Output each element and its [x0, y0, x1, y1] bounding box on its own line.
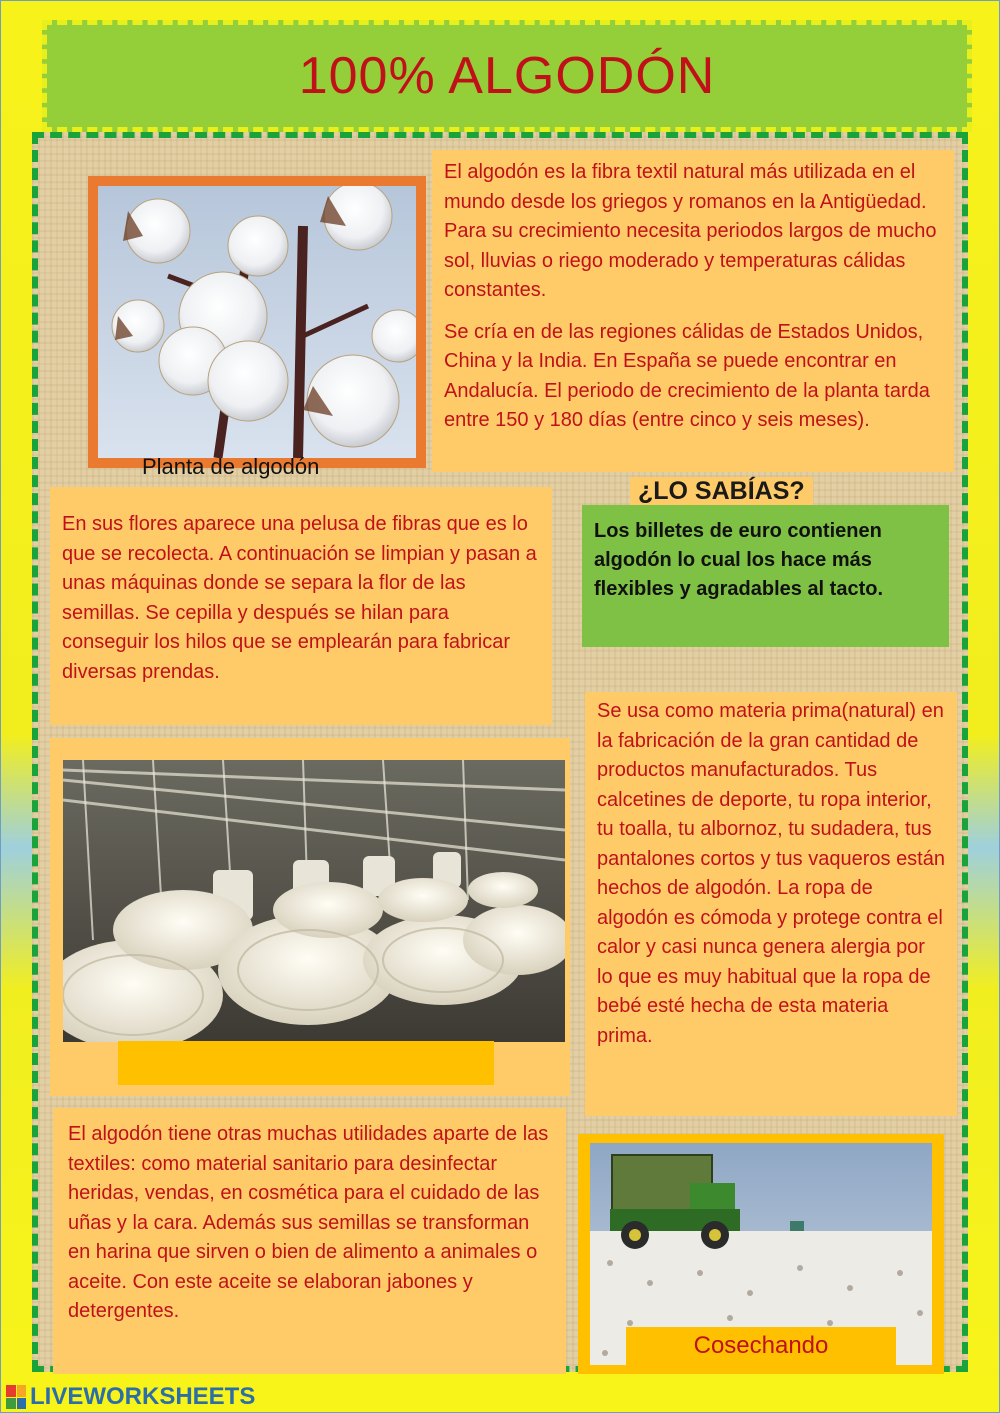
process-text: En sus flores aparece una pelusa de fibras que es lo que se recolecta. A continuación se limpian y pasan a unas máquinas donde se separa la flor de las semillas. Se cepilla y después se hilan para conseguir los hilos que se emplearán para fabricar diversas prendas.	[62, 513, 537, 683]
logo-mark-icon	[6, 1385, 26, 1409]
spinning-factory-image	[63, 760, 565, 1042]
process-card	[50, 487, 552, 725]
liveworksheets-logo	[6, 1383, 255, 1411]
did-you-know-heading: ¿LO SABÍAS?	[630, 477, 813, 506]
harvest-caption-bar	[626, 1327, 896, 1365]
plant-photo-frame	[88, 176, 426, 468]
intro-card	[432, 150, 954, 472]
logo-wordmark: LIVEWORKSHEETS	[30, 1383, 256, 1410]
did-you-know-text: Los billetes de euro contienen algodón lo cual los hace más flexibles y agradables al tacto.	[594, 520, 884, 600]
plant-caption: Planta de algodón	[142, 454, 320, 479]
other-uses-text: El algodón tiene otras muchas utilidades aparte de las textiles: como material sanitario para desinfectar heridas, vendas, en cosmética para el cuidado de las uñas y la cara. Además sus semillas se transforman en harina que sirven o bien de alimento a animales o aceite. Con este aceite se elaboran jabones y detergentes.	[68, 1123, 549, 1322]
title-banner	[42, 20, 972, 132]
cotton-plant-image	[98, 186, 416, 458]
harvest-caption: Cosechando	[693, 1332, 829, 1359]
page-title: 100% ALGODÓN	[298, 47, 716, 105]
uses-text: Se usa como materia prima(natural) en la fabricación de la gran cantidad de productos manufacturados. Tus calcetines de deporte, tu ropa interior, tu toalla, tu albornoz, tu sudadera, tus pantalones cortos y tus vaqueros están hechos de algodón. La ropa de algodón es cómoda y protege contra el calor y casi nunca genera alergia por lo que es muy habitual que la ropa de bebé esté hecha de esta materia prima.	[597, 700, 945, 1047]
did-you-know-box	[582, 505, 949, 647]
intro-paragraph-2: Se cría en de las regiones cálidas de Estados Unidos, China y la India. En España se puede encontrar en Andalucía. El periodo de crecimiento de la planta tarda entre 150 y 180 días (entre cinco y seis meses).	[444, 320, 930, 431]
intro-paragraph-1: El algodón es la fibra textil natural más utilizada en el mundo desde los griegos y romanos en la Antigüedad. Para su crecimiento necesita periodos largos de mucho sol, lluvias o riego moderado y temperaturas cálidas constantes.	[444, 161, 937, 301]
other-uses-card	[53, 1108, 566, 1374]
uses-card	[585, 692, 957, 1116]
factory-caption-bar	[118, 1041, 494, 1085]
